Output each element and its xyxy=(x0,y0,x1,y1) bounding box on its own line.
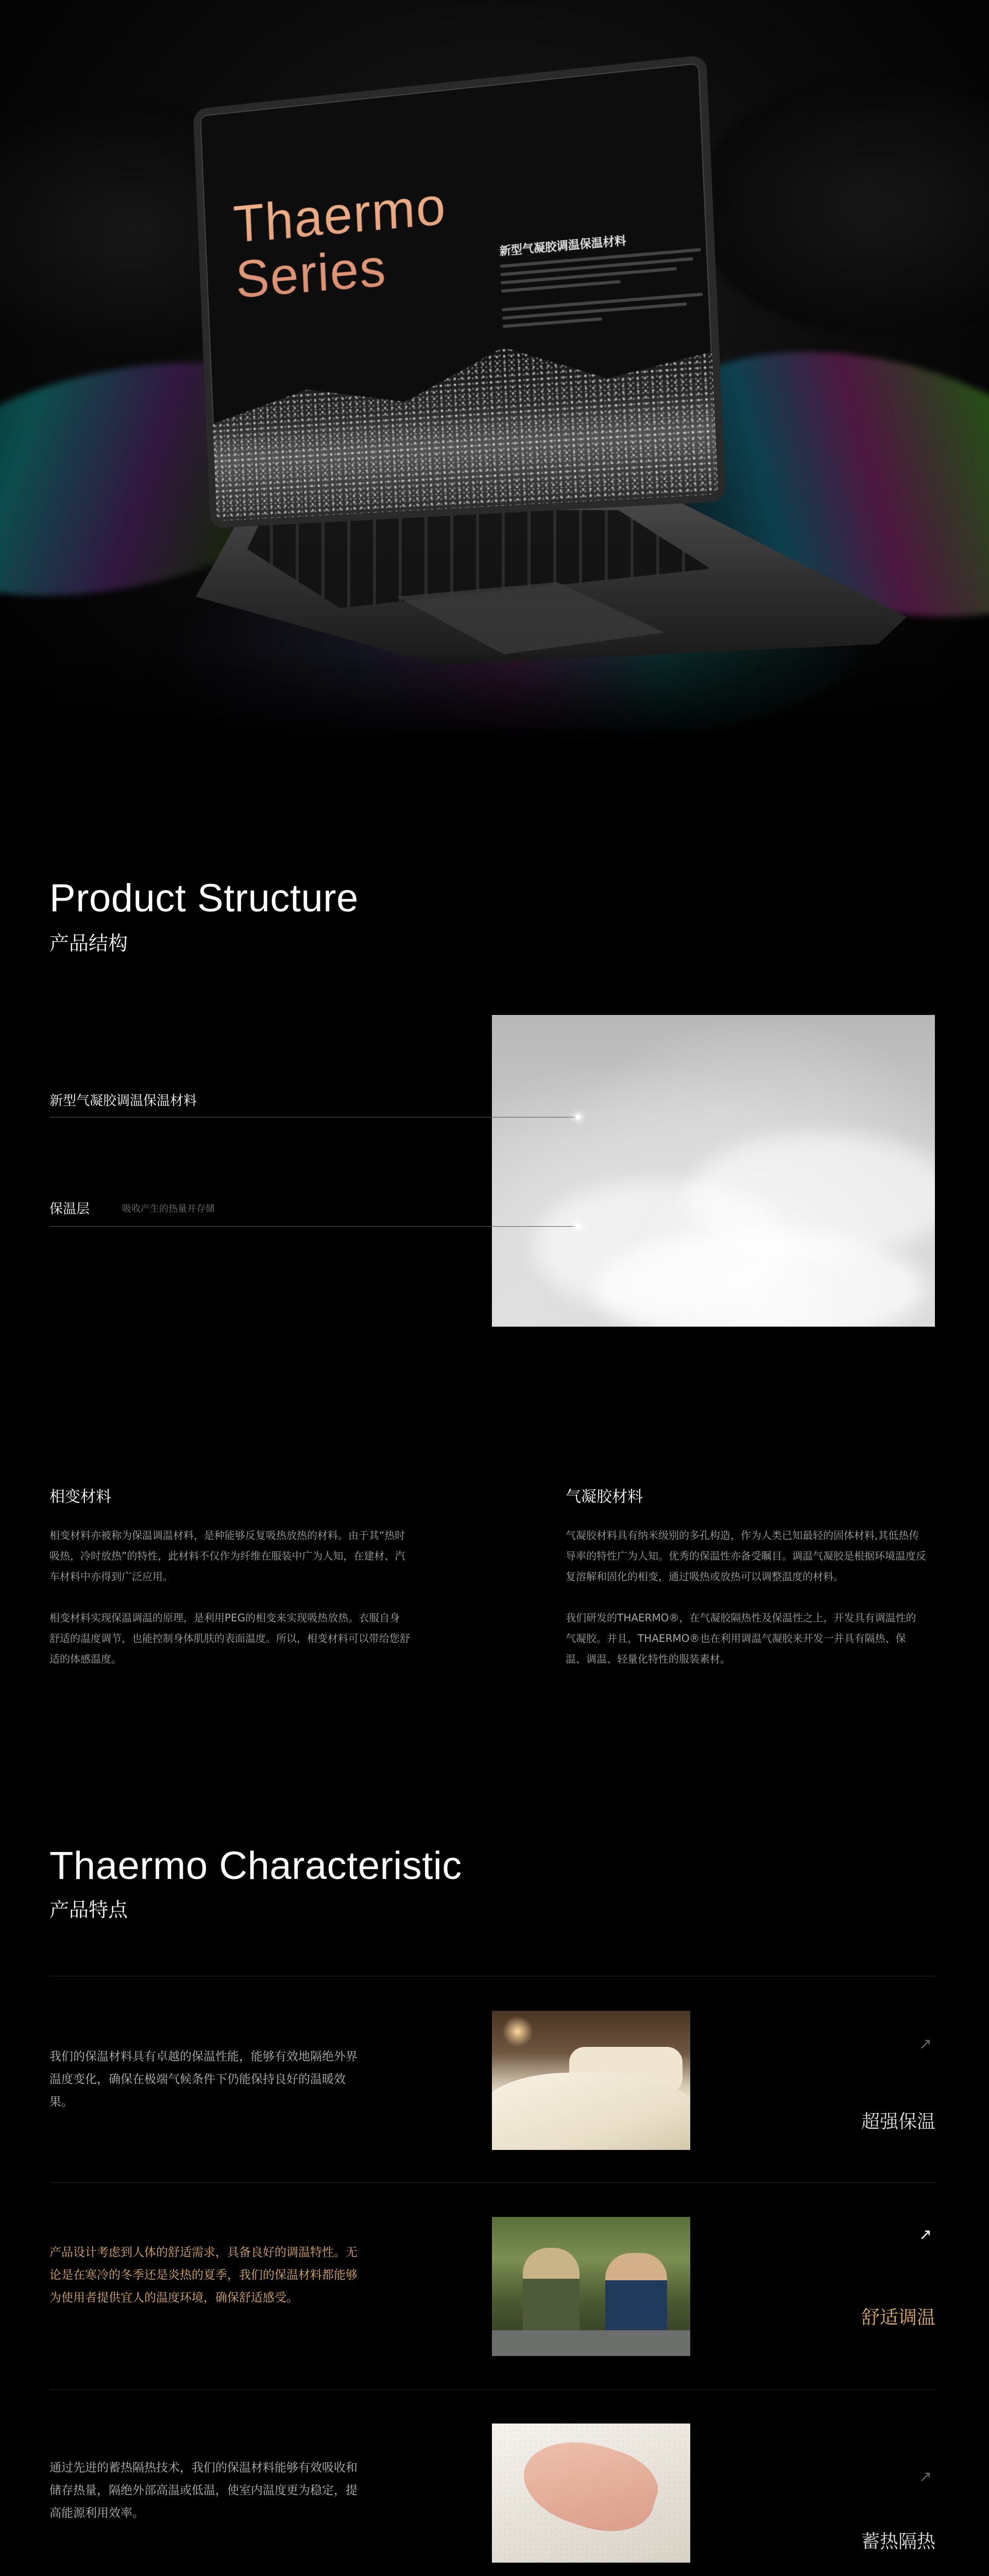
laptop-screen xyxy=(193,55,726,528)
layer2-note: 吸收产生的热量并存储 xyxy=(122,1204,215,1214)
foam-hand-photo xyxy=(492,2424,690,2563)
rock xyxy=(492,2330,690,2356)
silk-background xyxy=(695,77,989,335)
screen-title xyxy=(232,177,450,308)
outdoor-couple-photo xyxy=(492,2217,690,2356)
layer2-label: 保温层 xyxy=(49,1201,90,1217)
bedding-photo xyxy=(492,2011,690,2150)
divider xyxy=(49,2182,935,2183)
arrow-up-right-icon[interactable]: ↗ xyxy=(919,2468,932,2486)
arrow-up-right-icon[interactable]: ↗ xyxy=(919,2035,932,2053)
characteristic-label: 蓄热隔热 xyxy=(861,2531,935,2552)
characteristic-subtitle: 产品特点 xyxy=(49,1899,128,1921)
phase-change-paragraph-1: 相变材料亦被称为保温调温材料，是种能够反复吸热放热的材料。由于其“热时吸热，冷时放热”的特性，此材料不仅作为纤维在服装中广为人知，在建材、汽车材料中亦得到广泛应用。 xyxy=(49,1529,405,1583)
layer1-marker-dot xyxy=(575,1114,581,1120)
quilt xyxy=(492,2073,690,2150)
screen-body-text xyxy=(500,248,704,333)
particle-wave-graphic xyxy=(210,312,719,528)
structure-title: Product Structure xyxy=(49,876,359,920)
arrow-up-right-icon[interactable]: ↗ xyxy=(919,2226,932,2244)
layer2-marker-dot xyxy=(575,1224,581,1229)
characteristic-description: 产品设计考虑到人体的舒适需求，具备良好的调温特性。无论是在寒冷的冬季还是炎热的夏季，我们的保温材料都能够为使用者提供宜人的温度环境，确保舒适感受。 xyxy=(49,2246,357,2304)
hero-fade xyxy=(0,649,989,742)
lamp xyxy=(502,2016,533,2047)
layer2-leader-line xyxy=(49,1226,576,1227)
layer1-label: 新型气凝胶调温保温材料 xyxy=(49,1093,197,1109)
characteristic-description: 通过先进的蓄热隔热技术，我们的保温材料能够有效吸收和储存热量，隔绝外部高温或低温，使室内温度更为稳定，提高能源利用效率。 xyxy=(49,2461,357,2520)
screen-title-line2: Series xyxy=(234,238,388,310)
aerogel-paragraph-2: 我们研发的THAERMO®，在气凝胶隔热性及保温性之上，开发具有调温性的气凝胶。并且，THAERMO®也在利用调温气凝胶来开发一并具有隔热、保温、调温、轻量化特性的服装素材。 xyxy=(566,1612,916,1665)
phase-change-title: 相变材料 xyxy=(49,1488,111,1506)
characteristic-title: Thaermo Characteristic xyxy=(49,1844,462,1888)
characteristic-label: 超强保温 xyxy=(861,2111,935,2132)
structure-subtitle: 产品结构 xyxy=(49,932,128,955)
screen-title-line1: Thaermo xyxy=(232,176,448,255)
aerogel-material-image xyxy=(492,1015,935,1327)
characteristic-description: 我们的保温材料具有卓越的保温性能，能够有效地隔绝外界温度变化，确保在极端气候条件下仍能保持良好的温暖效果。 xyxy=(49,2050,357,2109)
characteristic-label: 舒适调温 xyxy=(861,2307,935,2328)
aerogel-title: 气凝胶材料 xyxy=(566,1488,643,1506)
hero-banner xyxy=(0,0,989,742)
screen-subtitle: 新型气凝胶调温保温材料 xyxy=(499,233,627,258)
phase-change-paragraph-2: 相变材料实现保温调温的原理，是利用PEG的相变来实现吸热放热。衣服自身舒适的温度调节，也能控制身体肌肤的表面温度。所以，相变材料可以带给您舒适的体感温度。 xyxy=(49,1612,410,1665)
aerogel-paragraph-1: 气凝胶材料具有纳米级别的多孔构造，作为人类已知最轻的固体材料,其低热传导率的特性广为人知。优秀的保温性亦备受瞩目。调温气凝胶是根据环境温度反复溶解和固化的相变，通过吸热或放热可以调整温度的材料。 xyxy=(566,1529,926,1583)
